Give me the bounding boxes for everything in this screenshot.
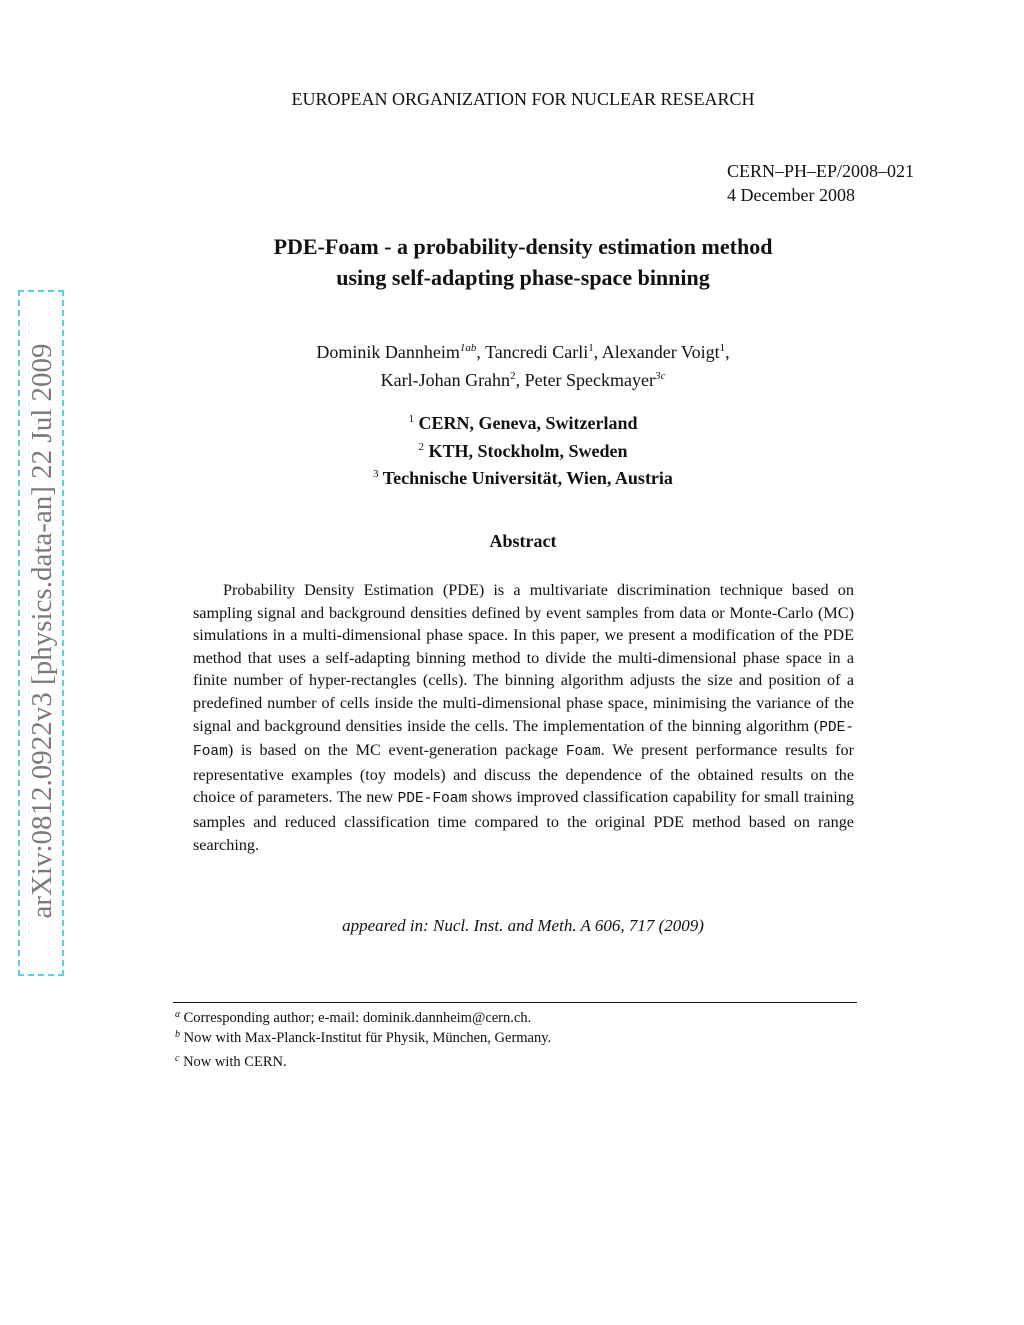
affiliation-list <box>0 411 1024 494</box>
affiliation-number: 1 <box>408 413 414 425</box>
author-line-2: Karl-Johan Grahn$^2$, Peter Speckmayer$^{3c}$ <box>380 370 666 390</box>
arxiv-identifier: arXiv:0812.0922v3 [physics.data-an] 22 Jul 2009 <box>26 343 58 919</box>
footnote-rule <box>173 1002 857 1003</box>
report-number: CERN–PH–EP/2008–021 <box>727 161 915 181</box>
author-affil-mark: 1 <box>588 342 594 354</box>
author-affil-mark: 1ab <box>459 342 477 354</box>
footnote-item <box>175 1030 551 1047</box>
abstract-body <box>193 579 854 856</box>
abstract-text: . We present performance results for representative examples (toy models) and discuss the dependence of the obtained results on the choice of parameters. The new <box>193 741 854 807</box>
author-affil-mark: 3c <box>655 370 666 382</box>
author-name: Tancredi Carli <box>485 342 589 362</box>
footnote-mark: b <box>175 1029 180 1040</box>
affiliation-text: Technische Universität, Wien, Austria <box>382 468 673 488</box>
affiliation-number: 3 <box>373 468 379 480</box>
publication-note: appeared in: Nucl. Inst. and Meth. A 606, 717 (2009) <box>342 916 704 935</box>
abstract-heading: Abstract <box>489 531 557 551</box>
affiliation-item <box>0 411 1024 439</box>
affiliation-number: 2 <box>418 440 424 453</box>
author-name: Dominik Dannheim <box>316 342 460 362</box>
affiliation-text: CERN, Geneva, Switzerland <box>418 413 638 433</box>
abstract-text: ) is based on the MC event-generation package <box>227 741 566 760</box>
author-line-1: Dominik Dannheim$^{1ab}$, Tancredi Carli$^1$, Alexander Voigt$^1$, <box>316 342 730 362</box>
abstract-text: Probability Density Estimation (PDE) is a multivariate discrimination technique based on sampling signal and background densities defined by event samples from data or Monte-Carlo (MC) simulations in a multi-dimensional phase space. In this paper, we present a modification of the PDE method that uses a self-adapting binning method to divide the multi-dimensional phase space in a finite number of hyper-rectangles (cells). The binning algorithm adjusts the size and position of a predefined number of cells inside the multi-dimensional phase space, minimising the variance of the signal and background densities inside the cells. The implementation of the binning algorithm ( <box>193 581 854 735</box>
abstract-code: Foam <box>565 744 601 761</box>
affiliation-item <box>0 466 1024 494</box>
abstract-code: PDE-Foam <box>193 719 854 761</box>
title-line-1: PDE-Foam - a probability-density estimation method <box>273 234 773 259</box>
author-affil-mark: 1 <box>719 342 726 354</box>
footnote-mark: c <box>175 1053 180 1064</box>
author-list <box>0 340 1024 396</box>
footnote-text: Now with CERN. <box>183 1054 287 1070</box>
affiliation-item <box>0 439 1024 467</box>
footnote-item <box>175 1010 531 1027</box>
author-name: Karl-Johan Grahn <box>380 370 511 390</box>
footnote-item <box>175 1054 287 1071</box>
report-info <box>727 159 914 207</box>
author-name: Alexander Voigt <box>601 342 720 362</box>
affiliation-text: KTH, Stockholm, Sweden <box>428 440 628 461</box>
author-name: Peter Speckmayer <box>524 370 656 390</box>
footnote-mark: a <box>175 1009 180 1020</box>
organization-header: EUROPEAN ORGANIZATION FOR NUCLEAR RESEARCH <box>291 89 755 109</box>
paper-title <box>0 231 1024 293</box>
report-date: 4 December 2008 <box>727 185 855 205</box>
abstract-text: shows improved classification capability for small training samples and reduced classification time compared to the original PDE method based on range searching. <box>193 788 854 854</box>
footnote-text: Corresponding author; e-mail: dominik.dannheim@cern.ch. <box>183 1010 532 1026</box>
footnote-text: Now with Max-Planck-Institut für Physik, München, Germany. <box>183 1030 552 1046</box>
abstract-code: PDE-Foam <box>397 791 468 808</box>
title-line-2: using self-adapting phase-space binning <box>336 265 710 290</box>
author-affil-mark: 2 <box>510 370 516 382</box>
